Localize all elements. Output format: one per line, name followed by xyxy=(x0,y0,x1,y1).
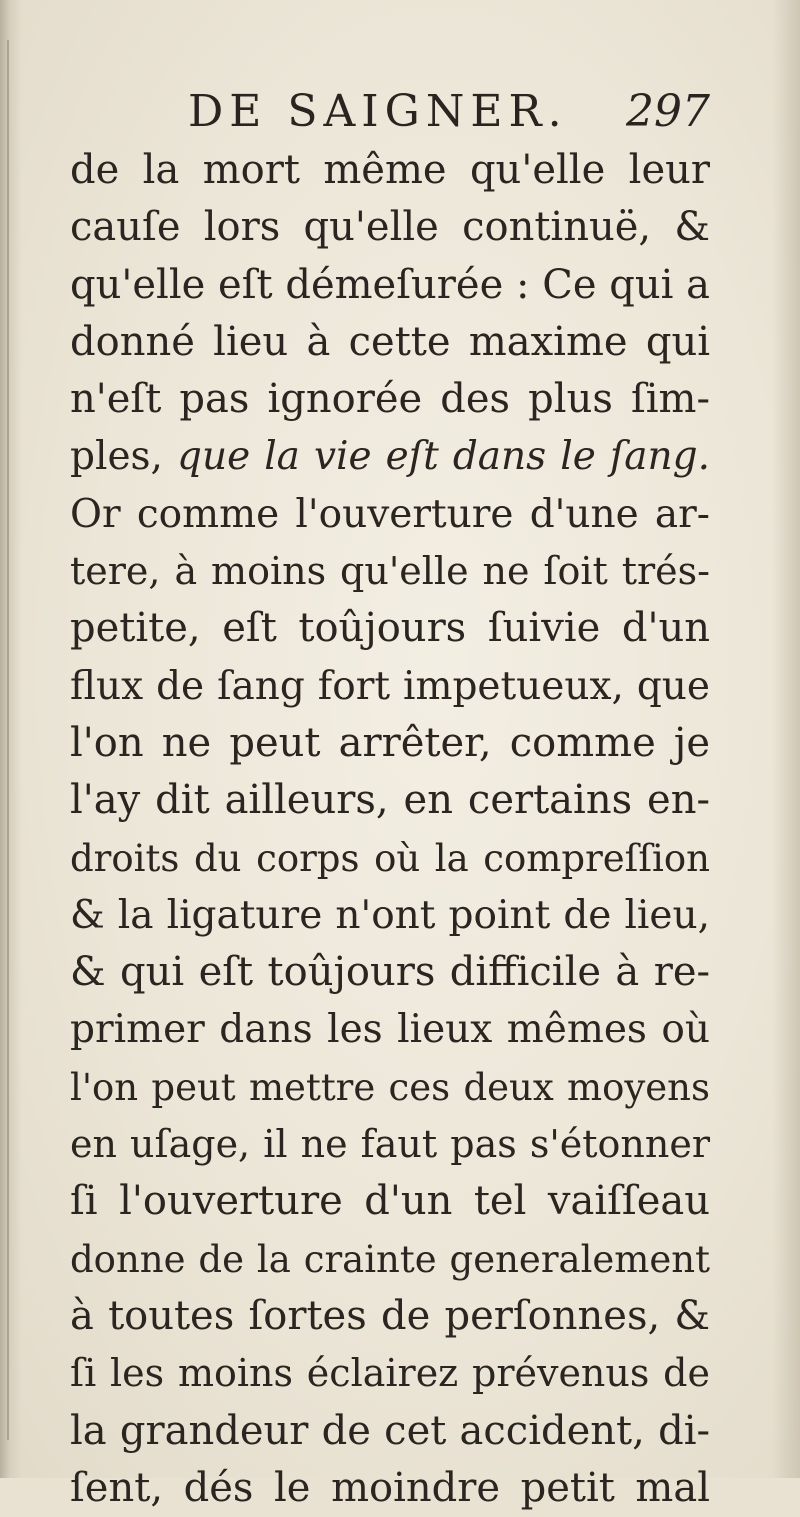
text-line: l'on peut mettre ces deux moyens xyxy=(70,1065,710,1109)
page-number: 297 xyxy=(626,86,710,137)
text-line: ſi les moins éclairez prévenus de xyxy=(70,1351,710,1396)
text-line: tere, à moins qu'elle ne ſoit trés- xyxy=(70,549,710,594)
text-line: qu'elle eſt démeſurée : Ce qui a xyxy=(70,261,710,308)
text-line: ples, que la vie eſt dans le ſang. xyxy=(70,434,710,480)
text-line: en uſage, il ne faut pas s'étonner xyxy=(70,1122,710,1167)
italic-maxim: que la vie eſt dans le ſang. xyxy=(176,434,710,480)
text-line: la grandeur de cet accident, di- xyxy=(70,1407,710,1454)
text-line: Or comme l'ouverture d'une ar- xyxy=(70,491,710,537)
page-edge-shadow xyxy=(772,0,800,1478)
text-line: petite, eſt toûjours ſuivie d'un xyxy=(70,605,710,652)
text-line: n'eſt pas ignorée des plus ſim- xyxy=(70,376,710,423)
text-line: ſi l'ouverture d'un tel vaiſſeau xyxy=(70,1178,710,1225)
binding-line xyxy=(7,40,9,1440)
text-line: droits du corps où la compreſſion xyxy=(70,836,710,880)
text-line: flux de ſang fort impetueux, que xyxy=(70,663,710,709)
text-line: ſent, dés le moindre petit mal xyxy=(70,1464,710,1511)
text-line: donne de la crainte generalement xyxy=(70,1237,710,1281)
text-line: donné lieu à cette maxime qui xyxy=(70,318,710,365)
text-line: & la ligature n'ont point de lieu, xyxy=(70,892,710,938)
text-line: & qui eſt toûjours difficile à re- xyxy=(70,949,710,996)
text-line: l'on ne peut arrêter, comme je xyxy=(70,719,710,766)
text-line: à toutes ſortes de perſonnes, & xyxy=(70,1292,710,1339)
text-line: l'ay dit ailleurs, en certains en- xyxy=(70,777,710,824)
text-line: primer dans les lieux mêmes où xyxy=(70,1007,710,1053)
page-header xyxy=(70,82,710,142)
body-text xyxy=(70,142,710,1517)
running-head: DE SAIGNER. xyxy=(188,86,568,137)
text-line: cauſe lors qu'elle continuë, & xyxy=(70,204,710,251)
binding-gutter xyxy=(0,0,22,1478)
text-line: de la mort même qu'elle leur xyxy=(70,147,710,193)
